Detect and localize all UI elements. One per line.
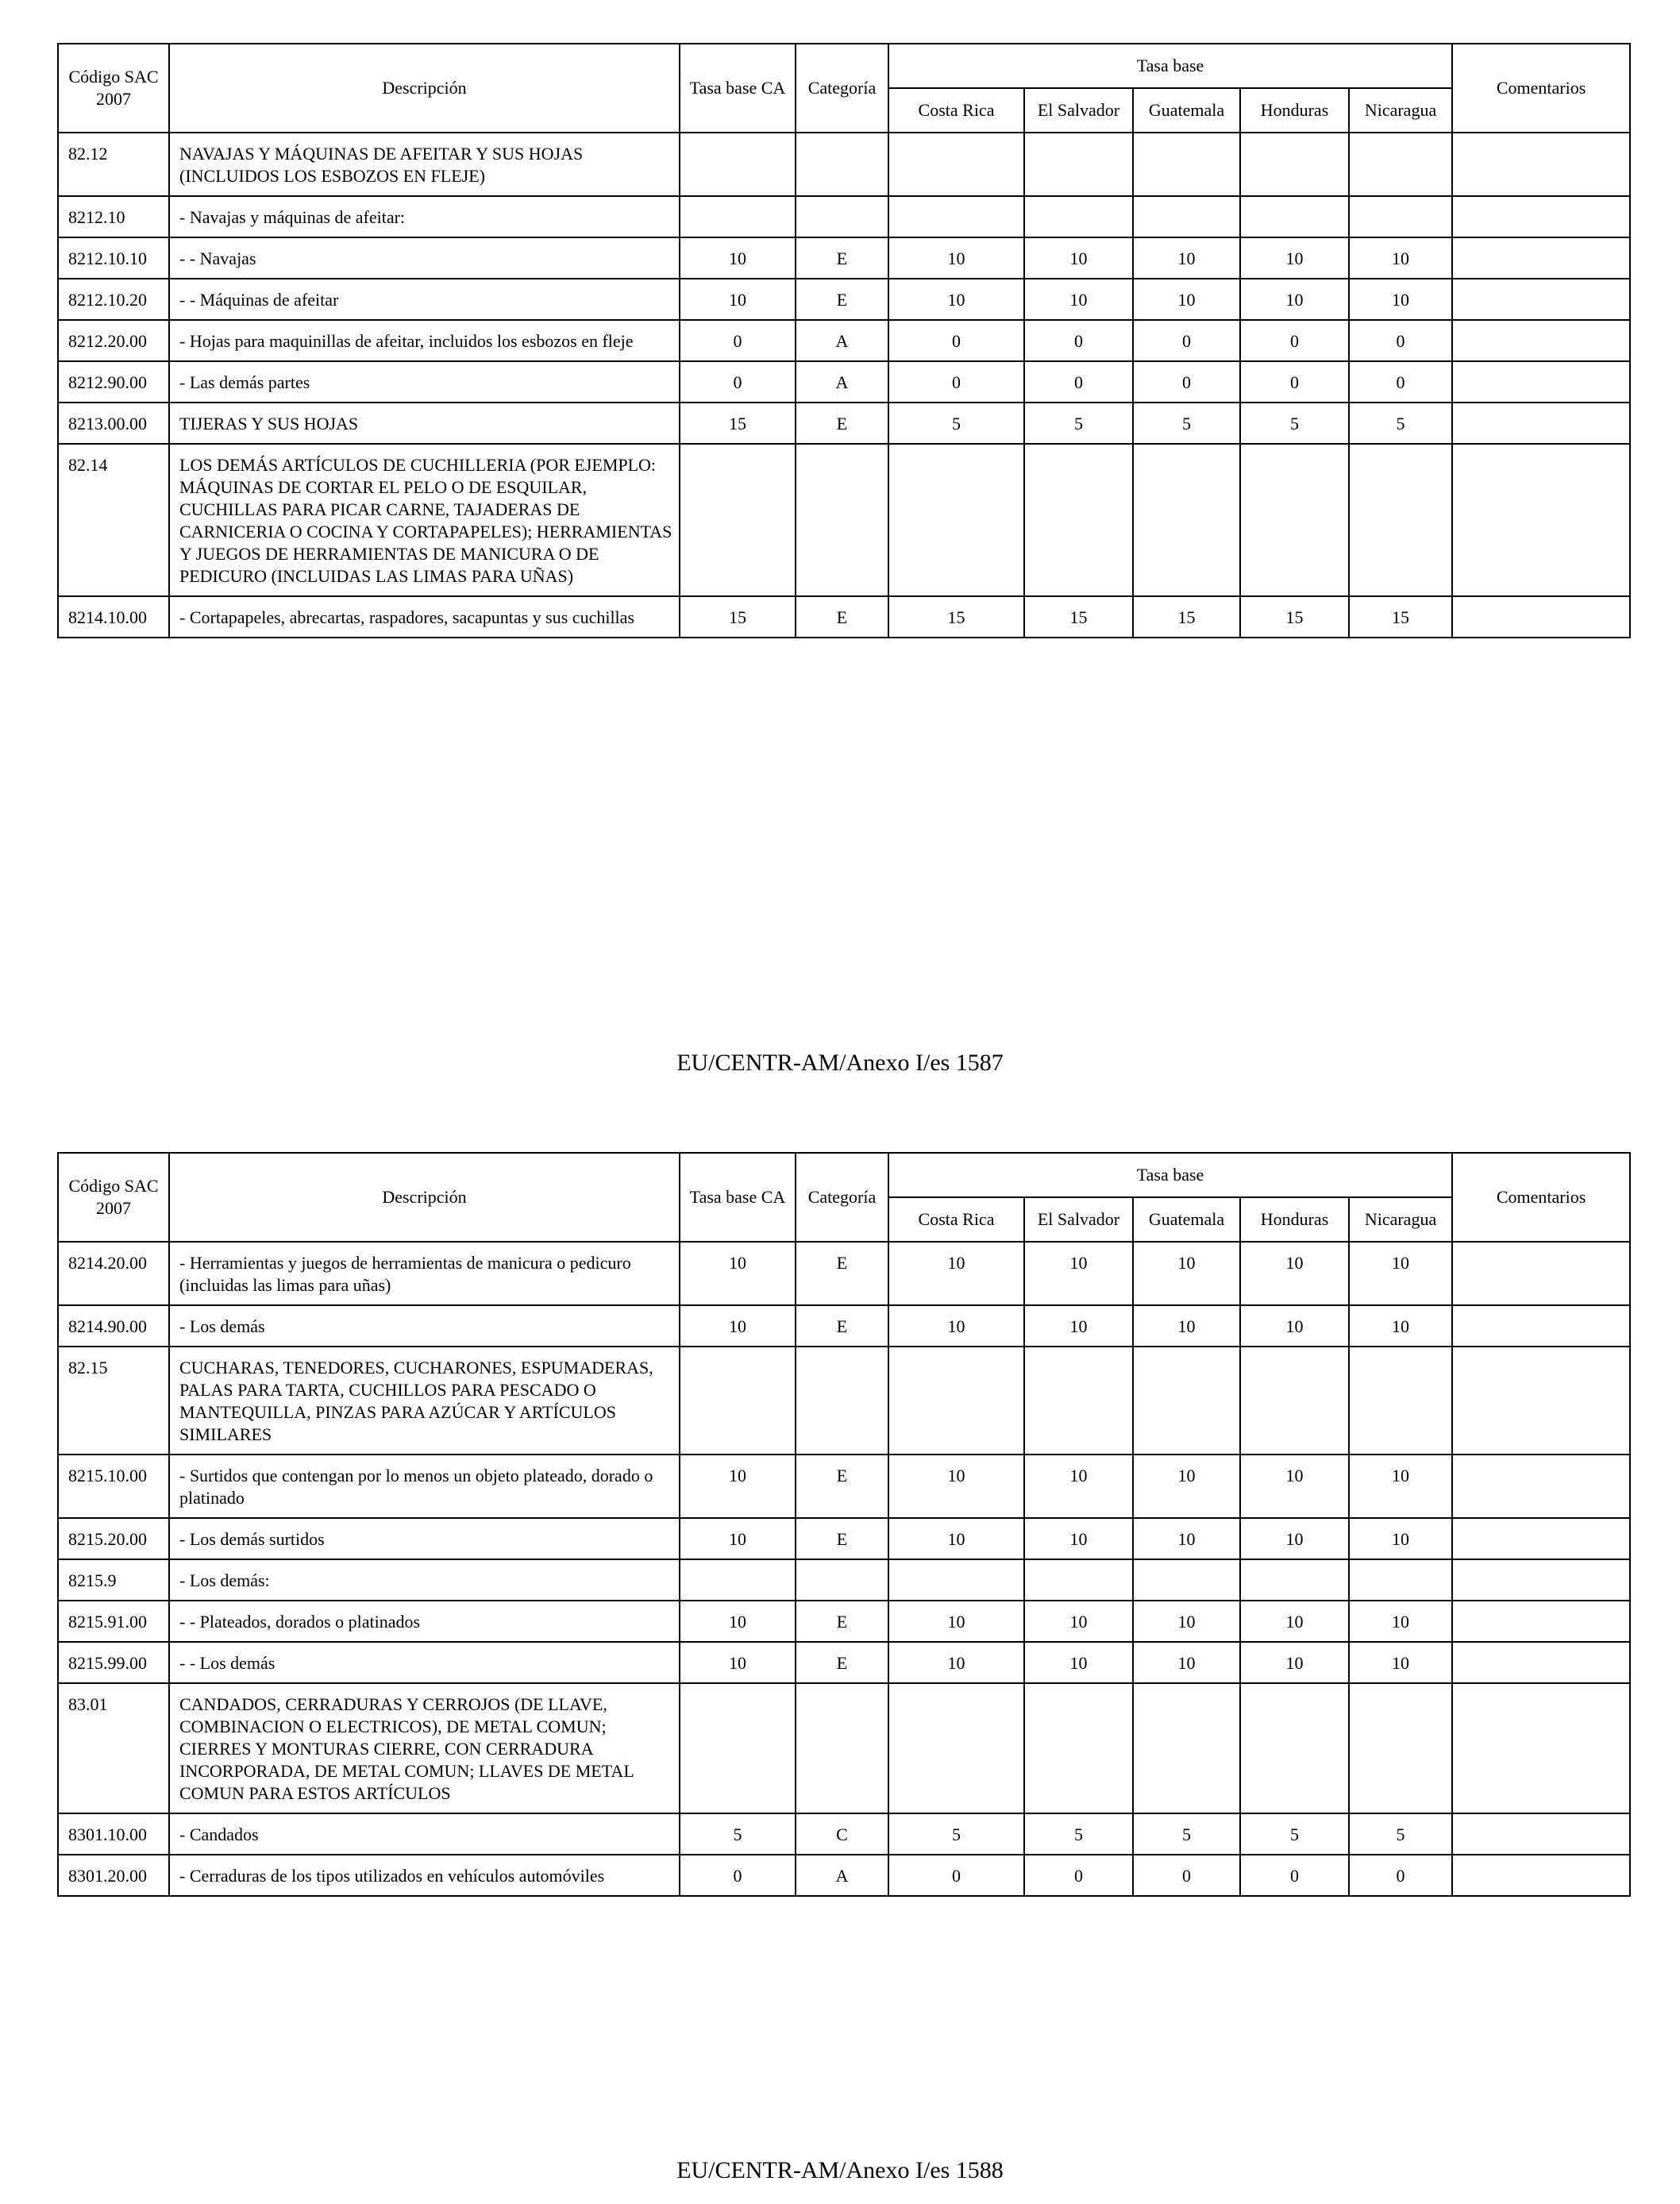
rate-guatemala-cell: 0 <box>1133 1855 1240 1896</box>
header-country-nicaragua: Nicaragua <box>1349 1197 1452 1242</box>
header-category: Categoría <box>796 44 888 133</box>
table-row <box>58 403 1630 444</box>
rate-nicaragua-cell: 5 <box>1349 403 1452 444</box>
header-description: Descripción <box>169 1153 680 1242</box>
header-code: Código SAC 2007 <box>58 44 169 133</box>
code-cell: 8215.99.00 <box>58 1642 169 1683</box>
table-row <box>58 1642 1630 1683</box>
rate-costa-rica-cell: 10 <box>888 1601 1024 1642</box>
rate-honduras-cell: 0 <box>1240 361 1349 403</box>
header-comments: Comentarios <box>1452 1153 1630 1242</box>
rate-nicaragua-cell: 10 <box>1349 237 1452 279</box>
rate-nicaragua-cell <box>1349 133 1452 196</box>
code-cell: 8215.10.00 <box>58 1455 169 1518</box>
category-cell: E <box>796 1305 888 1347</box>
code-cell: 8212.10 <box>58 196 169 237</box>
code-cell: 8214.20.00 <box>58 1242 169 1305</box>
rate-honduras-cell <box>1240 1559 1349 1601</box>
comments-cell <box>1452 361 1630 403</box>
rate-nicaragua-cell: 10 <box>1349 1305 1452 1347</box>
description-cell: - Los demás: <box>169 1559 680 1601</box>
rate-costa-rica-cell: 5 <box>888 1813 1024 1855</box>
rate-el-salvador-cell <box>1024 444 1133 596</box>
code-cell: 8214.90.00 <box>58 1305 169 1347</box>
rate-nicaragua-cell <box>1349 1683 1452 1813</box>
category-cell: E <box>796 237 888 279</box>
base-rate-ca-cell: 10 <box>680 1455 796 1518</box>
base-rate-ca-cell: 5 <box>680 1813 796 1855</box>
base-rate-ca-cell: 10 <box>680 1518 796 1559</box>
rate-honduras-cell: 0 <box>1240 320 1349 361</box>
description-cell: - Las demás partes <box>169 361 680 403</box>
rate-honduras-cell: 10 <box>1240 1455 1349 1518</box>
rate-el-salvador-cell: 10 <box>1024 1601 1133 1642</box>
category-cell <box>796 1683 888 1813</box>
rate-nicaragua-cell: 10 <box>1349 1518 1452 1559</box>
rate-costa-rica-cell <box>888 1683 1024 1813</box>
comments-cell <box>1452 1813 1630 1855</box>
comments-cell <box>1452 1242 1630 1305</box>
rate-el-salvador-cell: 5 <box>1024 1813 1133 1855</box>
rate-costa-rica-cell: 15 <box>888 596 1024 638</box>
rate-honduras-cell: 10 <box>1240 1518 1349 1559</box>
header-country-honduras: Honduras <box>1240 1197 1349 1242</box>
table-row <box>58 1601 1630 1642</box>
rate-nicaragua-cell <box>1349 444 1452 596</box>
category-cell <box>796 133 888 196</box>
comments-cell <box>1452 1518 1630 1559</box>
description-cell: - Navajas y máquinas de afeitar: <box>169 196 680 237</box>
description-cell: CUCHARAS, TENEDORES, CUCHARONES, ESPUMADERAS, PALAS PARA TARTA, CUCHILLOS PARA PESCADO O MANTEQUILLA, PINZAS PARA AZÚCAR Y ARTÍCULOS SIMILARES <box>169 1347 680 1455</box>
code-cell: 82.14 <box>58 444 169 596</box>
rate-guatemala-cell <box>1133 1683 1240 1813</box>
rate-costa-rica-cell <box>888 1559 1024 1601</box>
code-cell: 82.12 <box>58 133 169 196</box>
rate-guatemala-cell: 5 <box>1133 1813 1240 1855</box>
rate-costa-rica-cell: 10 <box>888 279 1024 320</box>
rate-nicaragua-cell: 0 <box>1349 1855 1452 1896</box>
base-rate-ca-cell <box>680 196 796 237</box>
comments-cell <box>1452 279 1630 320</box>
rate-guatemala-cell <box>1133 444 1240 596</box>
description-cell: - - Navajas <box>169 237 680 279</box>
comments-cell <box>1452 196 1630 237</box>
category-cell <box>796 1347 888 1455</box>
rate-nicaragua-cell: 15 <box>1349 596 1452 638</box>
category-cell: E <box>796 1601 888 1642</box>
base-rate-ca-cell: 0 <box>680 1855 796 1896</box>
rate-honduras-cell <box>1240 196 1349 237</box>
header-country-honduras: Honduras <box>1240 88 1349 133</box>
rate-el-salvador-cell <box>1024 1683 1133 1813</box>
rate-el-salvador-cell: 0 <box>1024 361 1133 403</box>
category-cell: E <box>796 1455 888 1518</box>
rate-nicaragua-cell: 10 <box>1349 1455 1452 1518</box>
code-cell: 82.15 <box>58 1347 169 1455</box>
category-cell: A <box>796 1855 888 1896</box>
category-cell: C <box>796 1813 888 1855</box>
code-cell: 8213.00.00 <box>58 403 169 444</box>
rate-honduras-cell: 15 <box>1240 596 1349 638</box>
table-row <box>58 1855 1630 1896</box>
table-row <box>58 196 1630 237</box>
header-category: Categoría <box>796 1153 888 1242</box>
table-row <box>58 1813 1630 1855</box>
rate-honduras-cell: 10 <box>1240 1305 1349 1347</box>
rate-el-salvador-cell: 10 <box>1024 1642 1133 1683</box>
base-rate-ca-cell: 10 <box>680 1642 796 1683</box>
code-cell: 8212.10.20 <box>58 279 169 320</box>
page-footer-2: EU/CENTR-AM/Anexo I/es 1588 <box>676 2157 1004 2183</box>
description-cell: CANDADOS, CERRADURAS Y CERROJOS (DE LLAVE, COMBINACION O ELECTRICOS), DE METAL COMUN; CIERRES Y MONTURAS CIERRE, CON CERRADURA INCORPORADA, DE METAL COMUN; LLAVES DE METAL COMUN PARA ESTOS ARTÍCULOS <box>169 1683 680 1813</box>
rate-guatemala-cell: 5 <box>1133 403 1240 444</box>
rate-honduras-cell <box>1240 1683 1349 1813</box>
category-cell <box>796 1559 888 1601</box>
rate-costa-rica-cell: 10 <box>888 1242 1024 1305</box>
rate-el-salvador-cell: 10 <box>1024 1518 1133 1559</box>
rate-guatemala-cell: 10 <box>1133 237 1240 279</box>
category-cell: E <box>796 596 888 638</box>
code-cell: 83.01 <box>58 1683 169 1813</box>
description-cell: - Surtidos que contengan por lo menos un objeto plateado, dorado o platinado <box>169 1455 680 1518</box>
code-cell: 8301.10.00 <box>58 1813 169 1855</box>
code-cell: 8215.20.00 <box>58 1518 169 1559</box>
header-base-rate-ca: Tasa base CA <box>680 44 796 133</box>
rate-costa-rica-cell: 10 <box>888 1518 1024 1559</box>
description-cell: LOS DEMÁS ARTÍCULOS DE CUCHILLERIA (POR EJEMPLO: MÁQUINAS DE CORTAR EL PELO O DE ESQUILAR, CUCHILLAS PARA PICAR CARNE, TAJADERAS DE CARNICERIA O COCINA Y CORTAPAPELES); HERRAMIENTAS Y JUEGOS DE HERRAMIENTAS DE MANICURA O DE PEDICURO (INCLUIDAS LAS LIMAS PARA UÑAS) <box>169 444 680 596</box>
table-row <box>58 237 1630 279</box>
description-cell: NAVAJAS Y MÁQUINAS DE AFEITAR Y SUS HOJAS (INCLUIDOS LOS ESBOZOS EN FLEJE) <box>169 133 680 196</box>
comments-cell <box>1452 596 1630 638</box>
category-cell: A <box>796 361 888 403</box>
description-cell: - Herramientas y juegos de herramientas de manicura o pedicuro (incluidas las limas para uñas) <box>169 1242 680 1305</box>
table-row <box>58 361 1630 403</box>
rate-guatemala-cell <box>1133 1347 1240 1455</box>
rate-costa-rica-cell: 10 <box>888 1455 1024 1518</box>
rate-honduras-cell: 10 <box>1240 1601 1349 1642</box>
rate-honduras-cell: 10 <box>1240 279 1349 320</box>
rate-nicaragua-cell <box>1349 196 1452 237</box>
table-row <box>58 1455 1630 1518</box>
description-cell: - Cerraduras de los tipos utilizados en vehículos automóviles <box>169 1855 680 1896</box>
rate-el-salvador-cell: 10 <box>1024 1242 1133 1305</box>
header-country-el-salvador: El Salvador <box>1024 88 1133 133</box>
code-cell: 8212.20.00 <box>58 320 169 361</box>
rate-el-salvador-cell: 10 <box>1024 237 1133 279</box>
code-cell: 8214.10.00 <box>58 596 169 638</box>
rate-nicaragua-cell: 10 <box>1349 1642 1452 1683</box>
comments-cell <box>1452 1305 1630 1347</box>
rate-nicaragua-cell <box>1349 1559 1452 1601</box>
rate-nicaragua-cell <box>1349 1347 1452 1455</box>
comments-cell <box>1452 1855 1630 1896</box>
code-cell: 8301.20.00 <box>58 1855 169 1896</box>
page-footer-1: EU/CENTR-AM/Anexo I/es 1587 <box>676 1050 1004 1076</box>
base-rate-ca-cell: 10 <box>680 279 796 320</box>
rate-honduras-cell: 5 <box>1240 403 1349 444</box>
rate-el-salvador-cell <box>1024 1347 1133 1455</box>
rate-honduras-cell <box>1240 444 1349 596</box>
category-cell: A <box>796 320 888 361</box>
rate-nicaragua-cell: 10 <box>1349 1601 1452 1642</box>
table-row <box>58 444 1630 596</box>
base-rate-ca-cell: 15 <box>680 596 796 638</box>
comments-cell <box>1452 320 1630 361</box>
table-row <box>58 1242 1630 1305</box>
rate-el-salvador-cell: 10 <box>1024 1455 1133 1518</box>
table-row <box>58 596 1630 638</box>
rate-el-salvador-cell <box>1024 133 1133 196</box>
base-rate-ca-cell: 0 <box>680 320 796 361</box>
rate-guatemala-cell: 10 <box>1133 1518 1240 1559</box>
base-rate-ca-cell <box>680 1559 796 1601</box>
table-row <box>58 320 1630 361</box>
rate-guatemala-cell: 10 <box>1133 1305 1240 1347</box>
base-rate-ca-cell: 10 <box>680 1601 796 1642</box>
header-base-rate-ca: Tasa base CA <box>680 1153 796 1242</box>
rate-guatemala-cell: 10 <box>1133 279 1240 320</box>
rate-guatemala-cell <box>1133 196 1240 237</box>
rate-el-salvador-cell <box>1024 196 1133 237</box>
base-rate-ca-cell: 10 <box>680 1242 796 1305</box>
rate-el-salvador-cell <box>1024 1559 1133 1601</box>
rate-el-salvador-cell: 0 <box>1024 1855 1133 1896</box>
header-base-rate: Tasa base <box>888 44 1452 88</box>
base-rate-ca-cell: 15 <box>680 403 796 444</box>
category-cell: E <box>796 1518 888 1559</box>
tariff-table-page-1 <box>57 43 1631 638</box>
comments-cell <box>1452 133 1630 196</box>
description-cell: TIJERAS Y SUS HOJAS <box>169 403 680 444</box>
rate-costa-rica-cell: 0 <box>888 1855 1024 1896</box>
header-country-nicaragua: Nicaragua <box>1349 88 1452 133</box>
table-row <box>58 1683 1630 1813</box>
table-row <box>58 1518 1630 1559</box>
rate-costa-rica-cell <box>888 196 1024 237</box>
rate-nicaragua-cell: 10 <box>1349 1242 1452 1305</box>
table-row <box>58 1347 1630 1455</box>
rate-el-salvador-cell: 5 <box>1024 403 1133 444</box>
comments-cell <box>1452 1455 1630 1518</box>
table-row <box>58 1305 1630 1347</box>
header-base-rate: Tasa base <box>888 1153 1452 1197</box>
header-country-guatemala: Guatemala <box>1133 1197 1240 1242</box>
code-cell: 8212.90.00 <box>58 361 169 403</box>
table-row <box>58 279 1630 320</box>
rate-honduras-cell: 10 <box>1240 1642 1349 1683</box>
base-rate-ca-cell: 10 <box>680 237 796 279</box>
rate-guatemala-cell: 10 <box>1133 1455 1240 1518</box>
rate-nicaragua-cell: 0 <box>1349 320 1452 361</box>
table-row <box>58 1559 1630 1601</box>
rate-costa-rica-cell: 10 <box>888 1642 1024 1683</box>
description-cell: - - Máquinas de afeitar <box>169 279 680 320</box>
header-code: Código SAC 2007 <box>58 1153 169 1242</box>
base-rate-ca-cell: 0 <box>680 361 796 403</box>
rate-guatemala-cell: 10 <box>1133 1242 1240 1305</box>
rate-guatemala-cell <box>1133 133 1240 196</box>
category-cell <box>796 444 888 596</box>
rate-costa-rica-cell <box>888 1347 1024 1455</box>
table-body-page-1 <box>58 133 1630 638</box>
category-cell: E <box>796 1642 888 1683</box>
rate-costa-rica-cell <box>888 444 1024 596</box>
rate-nicaragua-cell: 0 <box>1349 361 1452 403</box>
base-rate-ca-cell <box>680 1683 796 1813</box>
base-rate-ca-cell <box>680 133 796 196</box>
comments-cell <box>1452 1559 1630 1601</box>
code-cell: 8212.10.10 <box>58 237 169 279</box>
rate-el-salvador-cell: 0 <box>1024 320 1133 361</box>
comments-cell <box>1452 1683 1630 1813</box>
rate-costa-rica-cell: 5 <box>888 403 1024 444</box>
rate-guatemala-cell: 0 <box>1133 320 1240 361</box>
rate-honduras-cell: 10 <box>1240 237 1349 279</box>
description-cell: - Candados <box>169 1813 680 1855</box>
rate-el-salvador-cell: 15 <box>1024 596 1133 638</box>
rate-guatemala-cell: 10 <box>1133 1601 1240 1642</box>
rate-guatemala-cell: 10 <box>1133 1642 1240 1683</box>
base-rate-ca-cell <box>680 1347 796 1455</box>
comments-cell <box>1452 1347 1630 1455</box>
rate-el-salvador-cell: 10 <box>1024 279 1133 320</box>
description-cell: - - Los demás <box>169 1642 680 1683</box>
description-cell: - Los demás surtidos <box>169 1518 680 1559</box>
rate-honduras-cell <box>1240 1347 1349 1455</box>
rate-honduras-cell: 5 <box>1240 1813 1349 1855</box>
description-cell: - Cortapapeles, abrecartas, raspadores, sacapuntas y sus cuchillas <box>169 596 680 638</box>
comments-cell <box>1452 1642 1630 1683</box>
rate-costa-rica-cell: 0 <box>888 320 1024 361</box>
rate-nicaragua-cell: 10 <box>1349 279 1452 320</box>
table-row <box>58 133 1630 196</box>
header-country-guatemala: Guatemala <box>1133 88 1240 133</box>
base-rate-ca-cell: 10 <box>680 1305 796 1347</box>
rate-guatemala-cell <box>1133 1559 1240 1601</box>
category-cell <box>796 196 888 237</box>
tariff-table-page-2 <box>57 1152 1631 1897</box>
category-cell: E <box>796 279 888 320</box>
base-rate-ca-cell <box>680 444 796 596</box>
rate-honduras-cell <box>1240 133 1349 196</box>
rate-el-salvador-cell: 10 <box>1024 1305 1133 1347</box>
category-cell: E <box>796 1242 888 1305</box>
comments-cell <box>1452 403 1630 444</box>
description-cell: - Hojas para maquinillas de afeitar, incluidos los esbozos en fleje <box>169 320 680 361</box>
comments-cell <box>1452 237 1630 279</box>
rate-honduras-cell: 0 <box>1240 1855 1349 1896</box>
header-country-costa-rica: Costa Rica <box>888 88 1024 133</box>
description-cell: - - Plateados, dorados o platinados <box>169 1601 680 1642</box>
comments-cell <box>1452 444 1630 596</box>
table-body-page-2 <box>58 1242 1630 1896</box>
rate-costa-rica-cell <box>888 133 1024 196</box>
rate-guatemala-cell: 0 <box>1133 361 1240 403</box>
comments-cell <box>1452 1601 1630 1642</box>
header-description: Descripción <box>169 44 680 133</box>
header-country-el-salvador: El Salvador <box>1024 1197 1133 1242</box>
code-cell: 8215.9 <box>58 1559 169 1601</box>
rate-costa-rica-cell: 0 <box>888 361 1024 403</box>
rate-honduras-cell: 10 <box>1240 1242 1349 1305</box>
category-cell: E <box>796 403 888 444</box>
description-cell: - Los demás <box>169 1305 680 1347</box>
code-cell: 8215.91.00 <box>58 1601 169 1642</box>
rate-guatemala-cell: 15 <box>1133 596 1240 638</box>
header-country-costa-rica: Costa Rica <box>888 1197 1024 1242</box>
header-comments: Comentarios <box>1452 44 1630 133</box>
rate-costa-rica-cell: 10 <box>888 1305 1024 1347</box>
rate-costa-rica-cell: 10 <box>888 237 1024 279</box>
rate-nicaragua-cell: 5 <box>1349 1813 1452 1855</box>
